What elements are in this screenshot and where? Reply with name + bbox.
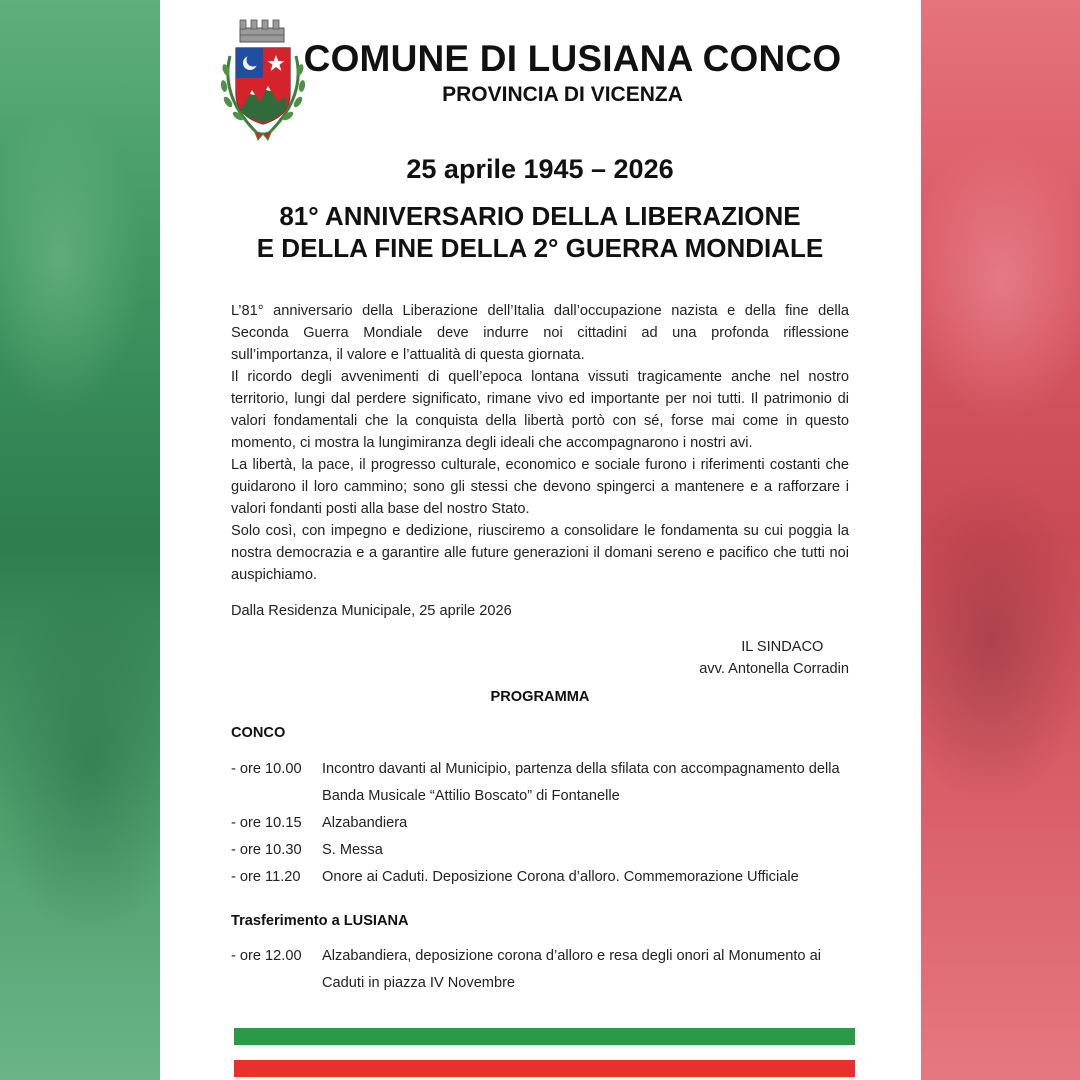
- green-stripe: [234, 1028, 855, 1045]
- coat-of-arms-icon: [216, 16, 310, 144]
- red-stripe: [234, 1060, 855, 1077]
- body-paragraph: L’81° anniversario della Liberazione dell’Italia dall’occupazione nazista e della fine della Seconda Guerra Mondiale deve indurre noi cittadini ad una profonda riflessione sull’importanza, il valore e l’attualità di questa giornata.: [231, 303, 849, 363]
- schedule-time: - ore 10.30: [231, 842, 302, 858]
- schedule-time: - ore 10.00: [231, 761, 302, 777]
- signature-block: [231, 600, 849, 677]
- schedule-time: - ore 11.20: [231, 869, 301, 885]
- section-conco-title: CONCO: [231, 725, 286, 741]
- schedule-row: [231, 943, 849, 997]
- body-text: [231, 300, 849, 586]
- schedule-row: [231, 810, 849, 837]
- body-paragraph: Solo così, con impegno e dedizione, riusciremo a consolidare le fondamenta su cui poggia la nostra democrazia e a garantire alle future generazioni il domani sereno e pacifico che tutti noi auspichiamo.: [231, 523, 849, 583]
- lusiana-schedule: [231, 943, 849, 997]
- mayor-name: avv. Antonella Corradin: [699, 661, 849, 677]
- schedule-row: [231, 756, 849, 810]
- section-lusiana-title: Trasferimento a LUSIANA: [231, 913, 409, 929]
- province-subtitle: PROVINCIA DI VICENZA: [442, 83, 683, 106]
- anniversary-line-1: 81° ANNIVERSARIO DELLA LIBERAZIONE: [279, 201, 801, 231]
- anniversary-heading: [222, 200, 858, 264]
- anniversary-line-2: E DELLA FINE DELLA 2° GUERRA MONDIALE: [256, 233, 824, 263]
- program-title: PROGRAMMA: [490, 689, 590, 705]
- schedule-description: Incontro davanti al Municipio, partenza della sfilata con accompagnamento della Banda Musicale “Attilio Boscato” di Fontanelle: [322, 761, 840, 804]
- conco-schedule: [231, 756, 849, 891]
- schedule-description: Alzabandiera: [322, 815, 408, 831]
- mayor-signature: [699, 636, 849, 680]
- event-dates: 25 aprile 1945 – 2026: [406, 154, 674, 184]
- schedule-description: Onore ai Caduti. Deposizione Corona d’alloro. Commemorazione Ufficiale: [322, 869, 799, 885]
- schedule-description: S. Messa: [322, 842, 383, 858]
- red-flag-band: [921, 0, 1080, 1080]
- place-date: Dalla Residenza Municipale, 25 aprile 2026: [231, 603, 512, 619]
- body-paragraph: La libertà, la pace, il progresso culturale, economico e sociale furono i riferimenti costanti che guidarono il loro cammino; sono gli stessi che devono spingerci a mantenere e a rafforzare i valori fondanti posti alla base del nostro Stato.: [231, 457, 849, 517]
- green-flag-band: [0, 0, 160, 1080]
- body-paragraph: Il ricordo degli avvenimenti di quell’epoca lontana vissuti tragicamente anche nel nostro territorio, lungi dal perdere significato, rimane vivo ed importante per noi tutti. Il patrimonio di valori fondamentali che la conquista della libertà portò con sé, forse mai come in questo momento, ci mostra la lungimiranza degli ideali che accompagnarono i nostri avi.: [231, 369, 849, 451]
- schedule-time: - ore 12.00: [231, 948, 302, 964]
- schedule-description: Alzabandiera, deposizione corona d’alloro e resa degli onori al Monumento ai Caduti in piazza IV Novembre: [322, 948, 821, 991]
- municipality-title: COMUNE DI LUSIANA CONCO: [303, 38, 842, 79]
- mayor-role: IL SINDACO: [741, 639, 824, 655]
- schedule-row: [231, 837, 849, 864]
- schedule-row: [231, 864, 849, 891]
- schedule-time: - ore 10.15: [231, 815, 302, 831]
